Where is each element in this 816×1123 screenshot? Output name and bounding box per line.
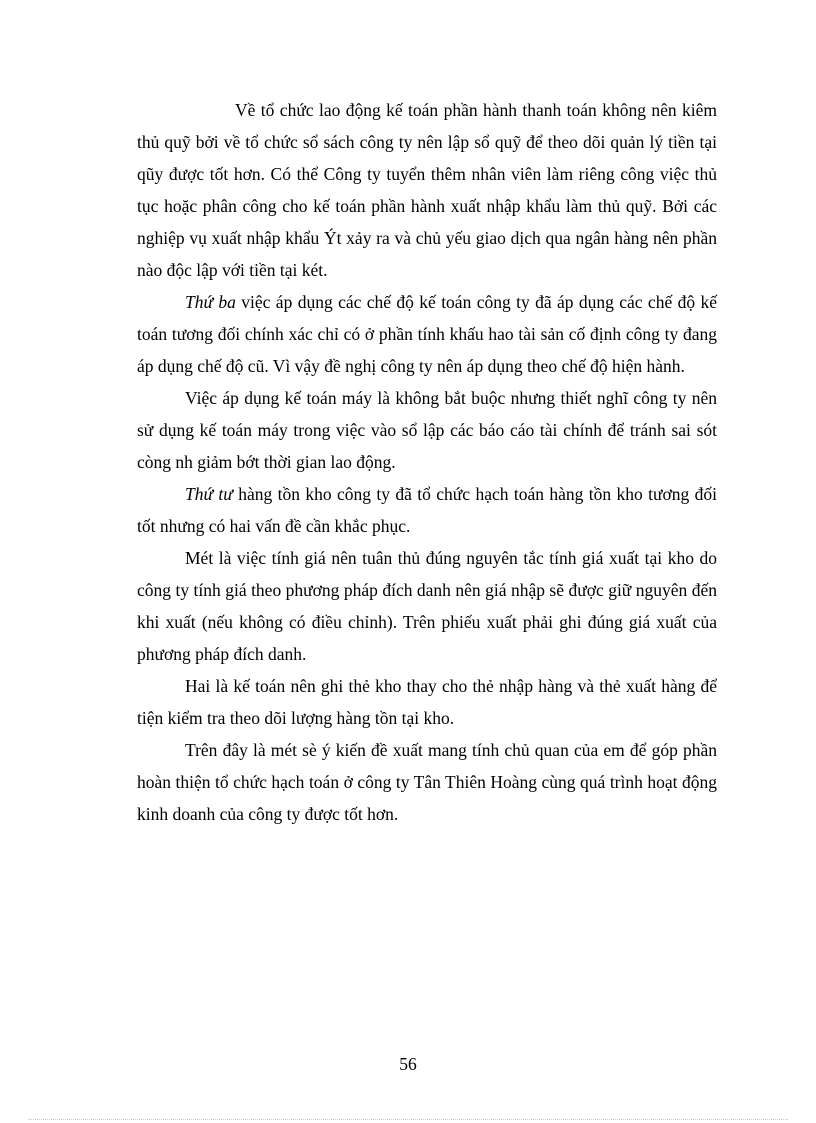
paragraph-5 [137, 542, 717, 670]
paragraph-2-text: việc áp dụng các chế độ kế toán công ty đã áp dụng các chế độ kế toán tương đối chính xác chỉ có ở phần tính khấu hao tài sản cố định công ty đang áp dụng chế độ cũ. Vì vậy đề nghị công ty nên áp dụng theo chế độ hiện hành. [137, 292, 717, 376]
paragraph-3-text: Việc áp dụng kế toán máy là không bắt buộc nhưng thiết nghĩ công ty nên sử dụng kế toán máy trong việc vào sổ lập các báo cáo tài chính để tránh sai sót còng nh giảm bớt thời gian lao động. [137, 388, 717, 472]
paragraph-5-text: Mét là việc tính giá nên tuân thủ đúng nguyên tắc tính giá xuất tại kho do công ty tính giá theo phương pháp đích danh nên giá nhập sẽ được giữ nguyên đến khi xuất (nếu không có điều chỉnh). Trên phiếu xuất phải ghi đúng giá xuất của phương pháp đích danh. [137, 548, 717, 664]
paragraph-6 [137, 670, 717, 734]
paragraph-4 [137, 478, 717, 542]
paragraph-7-text: Trên đây là mét sè ý kiến đề xuất mang tính chủ quan của em để góp phần hoàn thiện tổ chức hạch toán ở công ty Tân Thiên Hoàng cùng quá trình hoạt động kinh doanh của công ty được tốt hơn. [137, 740, 717, 824]
paragraph-4-text: hàng tồn kho công ty đã tổ chức hạch toán hàng tồn kho tương đối tốt nhưng có hai vấn đề cần khắc phục. [137, 484, 717, 536]
page-bottom-divider [28, 1119, 788, 1120]
paragraph-3 [137, 382, 717, 478]
paragraph-1-text: Về tổ chức lao động kế toán phần hành thanh toán không nên kiêm thủ quỹ bởi về tổ chức sổ sách công ty nên lập sổ quỹ để theo dõi quản lý tiền tại qũy được tốt hơn. Có thể Công ty tuyển thêm nhân viên làm riêng công việc thủ tục hoặc phân công cho kế toán phần hành xuất nhập khẩu làm thủ quỹ. Bởi các nghiệp vụ xuất nhập khẩu Ýt xảy ra và chủ yếu giao dịch qua ngân hàng nên phần nào độc lập với tiền tại két. [137, 100, 717, 280]
paragraph-1 [137, 94, 717, 286]
paragraph-2-lead: Thứ ba [185, 292, 236, 312]
paragraph-2 [137, 286, 717, 382]
paragraph-7 [137, 734, 717, 830]
page-number: 56 [399, 1054, 417, 1074]
paragraph-4-lead: Thứ tư [185, 484, 233, 504]
paragraph-6-text: Hai là kế toán nên ghi thẻ kho thay cho thẻ nhập hàng và thẻ xuất hàng để tiện kiểm tra theo dõi lượng hàng tồn tại kho. [137, 676, 717, 728]
document-body [137, 94, 717, 830]
